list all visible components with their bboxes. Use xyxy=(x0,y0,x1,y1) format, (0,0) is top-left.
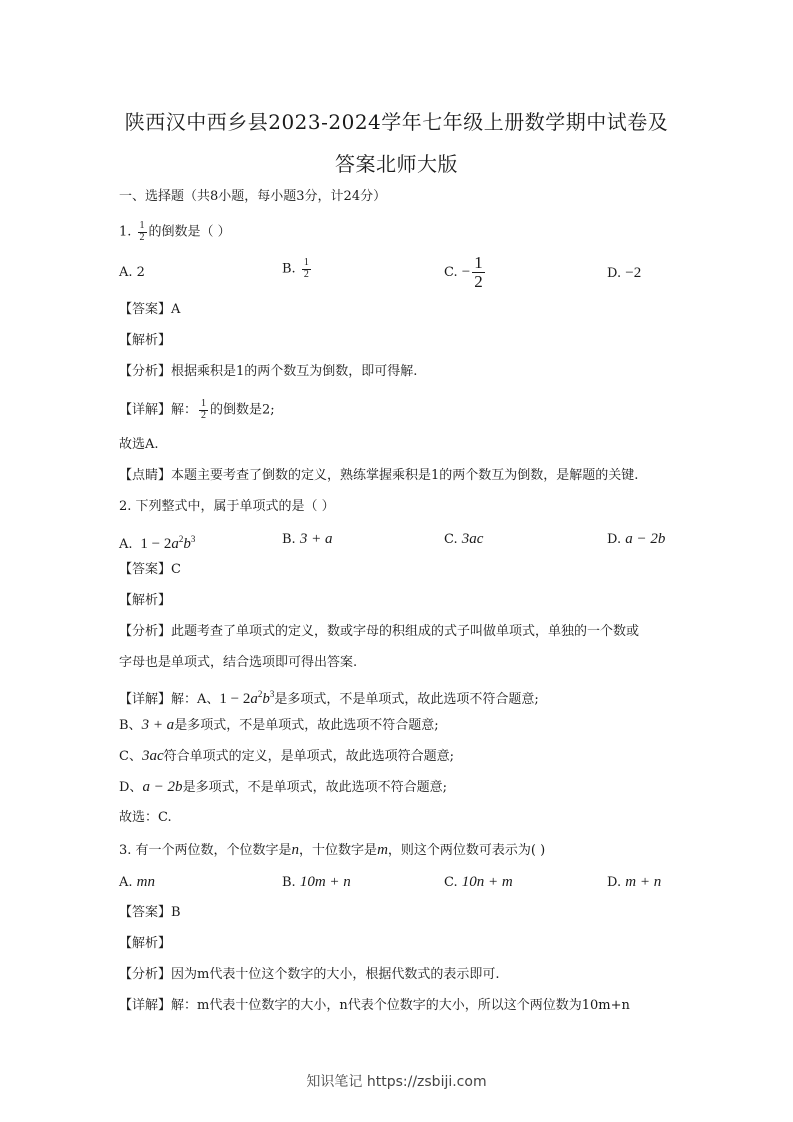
q1-option-b-num: 1 xyxy=(303,257,309,268)
q1-option-b-fraction xyxy=(302,258,311,280)
q3-detail: 【详解】解：m代表十位数字的大小，n代表个位数字的大小，所以这个两位数为10m+n xyxy=(119,998,630,1013)
q3-option-c-label: C. xyxy=(444,875,458,890)
q3-stem-c: ，则这个两位数可表示为( ) xyxy=(387,843,546,858)
q1-option-b-label: B. xyxy=(282,261,296,277)
q2-option-d xyxy=(607,530,665,549)
q2-option-b xyxy=(282,530,332,549)
q2-option-b-value: 3 + a xyxy=(299,531,333,547)
q3-option-c-value: 10n + m xyxy=(461,874,513,890)
q2-detail-b xyxy=(119,716,439,735)
q3-analysis: 【解析】 xyxy=(119,936,172,951)
q2-detail-c xyxy=(119,747,454,766)
q2-detail-a-prefix: 【详解】解：A、 xyxy=(119,692,220,707)
q1-detail-den: 2 xyxy=(201,409,207,421)
q2-detail-a-expr: $1 - 2a^2b^3$ xyxy=(219,689,275,707)
q1-option-b xyxy=(282,258,313,280)
q3-option-d-value: m + n xyxy=(625,874,662,890)
q2-detail-c-suffix: 符合单项式的定义，是单项式，故此选项符合题意; xyxy=(163,749,455,764)
q2-option-a-expr: $1 - 2a^2b^3$ xyxy=(136,534,196,552)
q1-fraction xyxy=(138,221,147,243)
q1-stem-text: 的倒数是（ ） xyxy=(148,224,231,240)
q2-option-c xyxy=(444,530,483,549)
q1-fenxi: 【分析】根据乘积是1的两个数互为倒数，即可得解. xyxy=(119,364,418,379)
q1-stem xyxy=(119,221,231,243)
q2-stem: 2. 下列整式中，属于单项式的是（ ） xyxy=(119,499,335,514)
q3-option-b-label: B. xyxy=(282,875,296,890)
q1-detail-prefix: 【详解】解： xyxy=(119,402,198,418)
q2-fenxi-line1: 【分析】此题考查了单项式的定义，数或字母的积组成的式子叫做单项式，单独的一个数或 xyxy=(119,624,640,639)
q1-detail-fraction xyxy=(199,399,208,421)
q2-detail-d xyxy=(119,778,447,797)
q1-detail xyxy=(119,399,275,421)
q2-detail-d-prefix: D、 xyxy=(119,780,143,795)
q3-stem-a: 3. 有一个两位数，个位数字是 xyxy=(119,843,292,858)
q3-fenxi: 【分析】因为m代表十位这个数字的大小，根据代数式的表示即可. xyxy=(119,967,500,982)
q1-option-a: A. 2 xyxy=(119,265,145,280)
q3-option-d xyxy=(607,873,661,892)
q3-var-m: m xyxy=(377,842,388,858)
doc-title-line1: 陕西汉中西乡县2023-2024学年七年级上册数学期中试卷及 xyxy=(124,110,669,134)
q3-option-b-value: 10m + n xyxy=(299,874,351,890)
q2-answer: 【答案】C xyxy=(119,562,181,577)
q3-var-n: n xyxy=(291,842,300,858)
q1-dianjing: 【点睛】本题主要考查了倒数的定义，熟练掌握乘积是1的两个数互为倒数，是解题的关键. xyxy=(119,468,639,483)
q2-detail-c-prefix: C、 xyxy=(119,749,142,764)
q3-option-b xyxy=(282,873,351,892)
q2-option-b-label: B. xyxy=(282,532,296,547)
q1-frac-num: 1 xyxy=(139,220,145,231)
q3-option-a-label: A. xyxy=(119,875,133,890)
q1-option-d-label: D. xyxy=(607,266,622,281)
q1-option-c-den: 2 xyxy=(474,271,483,291)
q2-detail-b-prefix: B、 xyxy=(119,718,142,733)
q1-option-c xyxy=(444,254,487,291)
q1-analysis: 【解析】 xyxy=(119,333,172,348)
q3-option-a-value: mn xyxy=(136,874,156,890)
q3-option-a xyxy=(119,873,155,892)
q2-detail-a xyxy=(119,685,539,709)
q2-detail-b-suffix: 是多项式，不是单项式，故此选项不符合题意; xyxy=(174,718,439,733)
q2-option-a xyxy=(119,530,195,554)
q1-option-d xyxy=(607,264,641,283)
q2-option-d-label: D. xyxy=(607,532,622,547)
q1-detail-suffix: 的倒数是2; xyxy=(210,402,275,418)
q3-answer: 【答案】B xyxy=(119,905,181,920)
q1-option-d-value: −2 xyxy=(625,265,642,281)
q1-detail-num: 1 xyxy=(201,398,207,409)
q1-frac-den: 2 xyxy=(139,231,145,243)
q1-number: 1. xyxy=(119,224,132,240)
q2-analysis: 【解析】 xyxy=(119,593,172,608)
q1-choose: 故选A. xyxy=(119,437,159,452)
q2-fenxi-line2: 字母也是单项式，结合选项即可得出答案. xyxy=(119,655,358,670)
section-heading: 一、选择题（共8小题，每小题3分，计24分） xyxy=(119,189,387,204)
q3-option-d-label: D. xyxy=(607,875,622,890)
q2-choose: 故选：C. xyxy=(119,810,172,825)
doc-title-line2: 答案北师大版 xyxy=(335,152,458,176)
q1-option-c-sign: − xyxy=(461,263,471,280)
q3-stem-b: ，十位数字是 xyxy=(299,843,378,858)
q2-detail-d-suffix: 是多项式，不是单项式，故此选项不符合题意; xyxy=(182,780,447,795)
q3-option-c xyxy=(444,873,513,892)
q1-option-c-fraction xyxy=(472,254,485,291)
q1-answer: 【答案】A xyxy=(119,302,181,317)
q2-detail-d-expr: a − 2b xyxy=(142,779,183,795)
q3-stem xyxy=(119,841,545,860)
q1-option-b-den: 2 xyxy=(303,268,309,280)
q1-option-c-label: C. xyxy=(444,264,458,280)
q2-option-d-value: a − 2b xyxy=(625,531,666,547)
footer-watermark: 知识笔记 https://zsbiji.com xyxy=(306,1074,487,1090)
q2-detail-a-suffix: 是多项式，不是单项式，故此选项不符合题意; xyxy=(274,692,539,707)
q2-option-c-label: C. xyxy=(444,532,458,547)
q2-option-a-label: A. xyxy=(119,537,133,552)
q1-option-c-num: 1 xyxy=(474,253,483,272)
q2-detail-c-expr: 3ac xyxy=(141,748,164,764)
q2-detail-b-expr: 3 + a xyxy=(141,717,175,733)
q2-option-c-value: 3ac xyxy=(461,531,484,547)
